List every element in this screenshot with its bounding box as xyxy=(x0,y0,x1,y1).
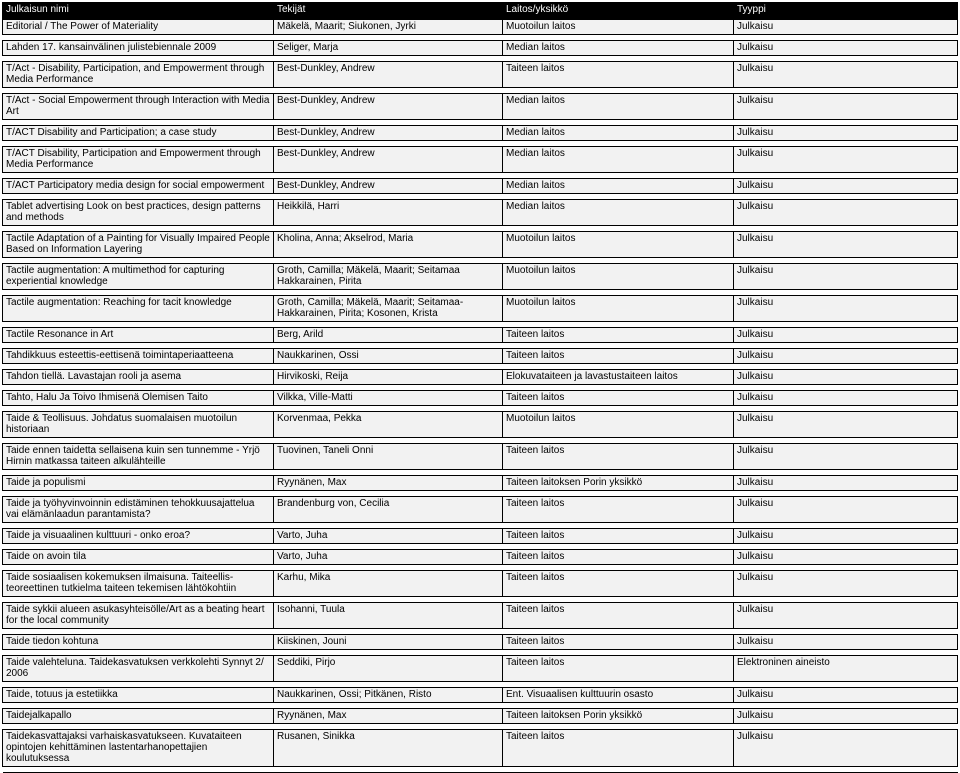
cell-title: Taide on avoin tila xyxy=(3,550,274,565)
header-row xyxy=(3,3,958,20)
cell-type: Julkaisu xyxy=(734,635,958,650)
cell-title: Taide sykkii alueen asukasyhteisölle/Art as a beating heart for the local community xyxy=(3,603,274,629)
cell-title: Tahdikkuus esteettis-eettisenä toimintaperiaatteena xyxy=(3,349,274,364)
cell-authors: Best-Dunkley, Andrew xyxy=(274,147,503,173)
row-separator xyxy=(3,767,958,773)
cell-type: Julkaisu xyxy=(734,200,958,226)
cell-type: Elektroninen aineisto xyxy=(734,656,958,682)
cell-type: Julkaisu xyxy=(734,41,958,56)
cell-type: Julkaisu xyxy=(734,296,958,322)
cell-title: Tahto, Halu Ja Toivo Ihmisenä Olemisen Taito xyxy=(3,391,274,406)
table-row xyxy=(3,264,958,290)
cell-authors: Groth, Camilla; Mäkelä, Maarit; Seitamaa-Hakkarainen, Pirita; Kosonen, Krista xyxy=(274,296,503,322)
table-row xyxy=(3,730,958,767)
cell-department: Taiteen laitos xyxy=(503,62,734,88)
table-row xyxy=(3,635,958,650)
row-separator-cell xyxy=(274,767,503,773)
cell-type: Julkaisu xyxy=(734,264,958,290)
table-row xyxy=(3,232,958,258)
cell-department: Taiteen laitoksen Porin yksikkö xyxy=(503,476,734,491)
column-header-department: Laitos/yksikkö xyxy=(503,3,734,20)
cell-authors: Rusanen, Sinikka xyxy=(274,730,503,767)
table-row xyxy=(3,147,958,173)
cell-authors: Best-Dunkley, Andrew xyxy=(274,126,503,141)
cell-type: Julkaisu xyxy=(734,179,958,194)
cell-title: Taide, totuus ja estetiikka xyxy=(3,688,274,703)
cell-department: Median laitos xyxy=(503,94,734,120)
cell-department: Median laitos xyxy=(503,41,734,56)
cell-department: Taiteen laitos xyxy=(503,730,734,767)
cell-department: Taiteen laitos xyxy=(503,391,734,406)
table-row xyxy=(3,412,958,438)
cell-type: Julkaisu xyxy=(734,147,958,173)
table-row xyxy=(3,444,958,470)
table-row xyxy=(3,349,958,364)
cell-title: Tactile augmentation: A multimethod for capturing experiential knowledge xyxy=(3,264,274,290)
cell-department: Taiteen laitos xyxy=(503,550,734,565)
cell-title: Taide ja visuaalinen kulttuuri - onko eroa? xyxy=(3,529,274,544)
cell-type: Julkaisu xyxy=(734,571,958,597)
cell-type: Julkaisu xyxy=(734,476,958,491)
cell-department: Median laitos xyxy=(503,147,734,173)
cell-title: Tablet advertising Look on best practices, design patterns and methods xyxy=(3,200,274,226)
table-row xyxy=(3,328,958,343)
row-separator-cell xyxy=(503,767,734,773)
cell-title: Taide ennen taidetta sellaisena kuin sen tunnemme - Yrjö Hirnin matkassa taiteen alkulähteille xyxy=(3,444,274,470)
cell-department: Taiteen laitos xyxy=(503,635,734,650)
cell-department: Muotoilun laitos xyxy=(503,20,734,35)
table-row xyxy=(3,603,958,629)
cell-title: Taide ja populismi xyxy=(3,476,274,491)
cell-authors: Naukkarinen, Ossi; Pitkänen, Risto xyxy=(274,688,503,703)
cell-title: Taidekasvattajaksi varhaiskasvatukseen. Kuvataiteen opintojen kehittäminen lastentarhanopettajien koulutuksessa xyxy=(3,730,274,767)
cell-authors: Heikkilä, Harri xyxy=(274,200,503,226)
cell-department: Taiteen laitoksen Porin yksikkö xyxy=(503,709,734,724)
cell-title: Taide valehteluna. Taidekasvatuksen verkkolehti Synnyt 2/ 2006 xyxy=(3,656,274,682)
cell-department: Taiteen laitos xyxy=(503,497,734,523)
table-row xyxy=(3,688,958,703)
row-separator-cell xyxy=(734,767,958,773)
cell-authors: Kiiskinen, Jouni xyxy=(274,635,503,650)
cell-title: T/ACT Disability and Participation; a case study xyxy=(3,126,274,141)
cell-department: Taiteen laitos xyxy=(503,444,734,470)
table-row xyxy=(3,391,958,406)
cell-authors: Best-Dunkley, Andrew xyxy=(274,94,503,120)
cell-type: Julkaisu xyxy=(734,709,958,724)
cell-type: Julkaisu xyxy=(734,603,958,629)
cell-authors: Isohanni, Tuula xyxy=(274,603,503,629)
cell-title: Taide tiedon kohtuna xyxy=(3,635,274,650)
cell-authors: Korvenmaa, Pekka xyxy=(274,412,503,438)
cell-department: Median laitos xyxy=(503,179,734,194)
cell-department: Taiteen laitos xyxy=(503,571,734,597)
cell-authors: Seddiki, Pirjo xyxy=(274,656,503,682)
table-row xyxy=(3,20,958,35)
table-row xyxy=(3,476,958,491)
table-row xyxy=(3,529,958,544)
cell-department: Elokuvataiteen ja lavastustaiteen laitos xyxy=(503,370,734,385)
table-row xyxy=(3,94,958,120)
cell-authors: Best-Dunkley, Andrew xyxy=(274,179,503,194)
table-row xyxy=(3,126,958,141)
cell-authors: Ryynänen, Max xyxy=(274,476,503,491)
table-row xyxy=(3,709,958,724)
cell-department: Ent. Visuaalisen kulttuurin osasto xyxy=(503,688,734,703)
row-separator-cell xyxy=(3,767,274,773)
table-row xyxy=(3,571,958,597)
table-row xyxy=(3,370,958,385)
cell-title: T/Act - Social Empowerment through Interaction with Media Art xyxy=(3,94,274,120)
cell-type: Julkaisu xyxy=(734,497,958,523)
cell-authors: Groth, Camilla; Mäkelä, Maarit; Seitamaa Hakkarainen, Pirita xyxy=(274,264,503,290)
cell-authors: Karhu, Mika xyxy=(274,571,503,597)
cell-department: Taiteen laitos xyxy=(503,603,734,629)
cell-title: Tactile Resonance in Art xyxy=(3,328,274,343)
cell-title: T/ACT Disability, Participation and Empowerment through Media Performance xyxy=(3,147,274,173)
cell-title: Taide ja työhyvinvoinnin edistäminen tehokkuusajattelua vai elämänlaadun parantamista? xyxy=(3,497,274,523)
cell-type: Julkaisu xyxy=(734,391,958,406)
cell-department: Taiteen laitos xyxy=(503,529,734,544)
cell-type: Julkaisu xyxy=(734,412,958,438)
cell-department: Taiteen laitos xyxy=(503,328,734,343)
table-row xyxy=(3,497,958,523)
cell-type: Julkaisu xyxy=(734,444,958,470)
table-row xyxy=(3,41,958,56)
cell-authors: Best-Dunkley, Andrew xyxy=(274,62,503,88)
cell-authors: Hirvikoski, Reija xyxy=(274,370,503,385)
cell-title: Tactile augmentation: Reaching for tacit knowledge xyxy=(3,296,274,322)
cell-authors: Brandenburg von, Cecilia xyxy=(274,497,503,523)
cell-department: Taiteen laitos xyxy=(503,656,734,682)
cell-title: Tactile Adaptation of a Painting for Visually Impaired People Based on Information Layering xyxy=(3,232,274,258)
cell-title: Tahdon tiellä. Lavastajan rooli ja asema xyxy=(3,370,274,385)
cell-title: T/Act - Disability, Participation, and Empowerment through Media Performance xyxy=(3,62,274,88)
cell-title: Lahden 17. kansainvälinen julistebiennale 2009 xyxy=(3,41,274,56)
cell-type: Julkaisu xyxy=(734,20,958,35)
cell-type: Julkaisu xyxy=(734,370,958,385)
cell-title: Editorial / The Power of Materiality xyxy=(3,20,274,35)
table-row xyxy=(3,296,958,322)
cell-title: Taidejalkapallo xyxy=(3,709,274,724)
column-header-authors: Tekijät xyxy=(274,3,503,20)
cell-authors: Varto, Juha xyxy=(274,550,503,565)
cell-type: Julkaisu xyxy=(734,328,958,343)
cell-authors: Mäkelä, Maarit; Siukonen, Jyrki xyxy=(274,20,503,35)
cell-authors: Seliger, Marja xyxy=(274,41,503,56)
cell-authors: Kholina, Anna; Akselrod, Maria xyxy=(274,232,503,258)
cell-type: Julkaisu xyxy=(734,349,958,364)
cell-authors: Berg, Arild xyxy=(274,328,503,343)
table-row xyxy=(3,200,958,226)
cell-type: Julkaisu xyxy=(734,232,958,258)
cell-type: Julkaisu xyxy=(734,688,958,703)
cell-department: Taiteen laitos xyxy=(503,349,734,364)
cell-type: Julkaisu xyxy=(734,730,958,767)
cell-department: Muotoilun laitos xyxy=(503,264,734,290)
cell-authors: Tuovinen, Taneli Onni xyxy=(274,444,503,470)
cell-department: Median laitos xyxy=(503,200,734,226)
table-header xyxy=(3,3,958,20)
table-row xyxy=(3,62,958,88)
cell-authors: Naukkarinen, Ossi xyxy=(274,349,503,364)
table-row xyxy=(3,179,958,194)
cell-title: Taide sosiaalisen kokemuksen ilmaisuna. Taiteellis-teoreettinen tutkielma taiteen tekemisen lähtökohtiin xyxy=(3,571,274,597)
cell-type: Julkaisu xyxy=(734,94,958,120)
table-row xyxy=(3,656,958,682)
table-row xyxy=(3,550,958,565)
cell-authors: Ryynänen, Max xyxy=(274,709,503,724)
cell-type: Julkaisu xyxy=(734,62,958,88)
column-header-type: Tyyppi xyxy=(734,3,958,20)
cell-title: T/ACT Participatory media design for social empowerment xyxy=(3,179,274,194)
cell-department: Median laitos xyxy=(503,126,734,141)
cell-department: Muotoilun laitos xyxy=(503,232,734,258)
cell-authors: Vilkka, Ville-Matti xyxy=(274,391,503,406)
cell-department: Muotoilun laitos xyxy=(503,296,734,322)
cell-department: Muotoilun laitos xyxy=(503,412,734,438)
column-header-title: Julkaisun nimi xyxy=(3,3,274,20)
cell-type: Julkaisu xyxy=(734,529,958,544)
publications-table xyxy=(2,2,958,773)
cell-type: Julkaisu xyxy=(734,126,958,141)
table-body xyxy=(3,20,958,773)
cell-authors: Varto, Juha xyxy=(274,529,503,544)
cell-title: Taide & Teollisuus. Johdatus suomalaisen muotoilun historiaan xyxy=(3,412,274,438)
cell-type: Julkaisu xyxy=(734,550,958,565)
